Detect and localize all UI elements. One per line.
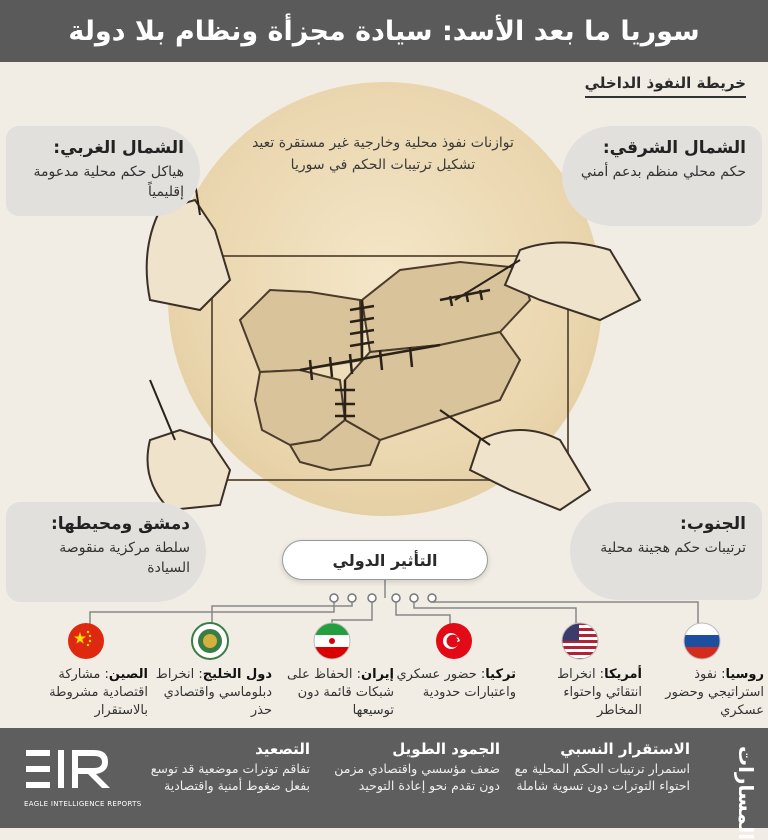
intro-text: توازنات نفوذ محلية وخارجية غير مستقرة تعيد تشكيل ترتيبات الحكم في سوريا: [252, 135, 514, 173]
hand-bottom-left: [148, 430, 231, 510]
panel-northeast-text: حكم محلي منظم بدعم أمني: [580, 164, 746, 180]
panel-damascus: [6, 502, 206, 602]
country-gulf: [148, 622, 272, 720]
panel-damascus-title: دمشق ومحيطها:: [50, 514, 190, 534]
usa-flag-icon: [561, 622, 599, 660]
country-name: إيران: [361, 667, 394, 682]
country-text: : نفوذ استراتيجي وحضور عسكري: [665, 667, 764, 718]
scenarios-footer: [0, 728, 768, 840]
iran-flag-icon: [313, 622, 351, 660]
country-name: الصين: [108, 667, 148, 682]
scenario-title: الجمود الطويل: [392, 740, 500, 758]
panel-northwest: [6, 126, 200, 216]
country-name: تركيا: [485, 667, 516, 682]
country-text: : الحفاظ على شبكات قائمة دون توسيعها: [286, 667, 394, 718]
panel-northeast-title: الشمال الشرقي:: [602, 138, 746, 158]
eir-logo-icon: [24, 746, 114, 792]
panel-south: [570, 502, 762, 600]
scenario-title: التصعيد: [255, 740, 310, 758]
scenario-text: ضعف مؤسسي واقتصادي مزمن دون تقدم نحو إعادة التوحيد: [334, 761, 500, 793]
hand-bottom-right: [470, 430, 590, 510]
needle-bottom-right: [440, 410, 490, 445]
scenario-escalation: [130, 740, 310, 794]
country-text: : مشاركة اقتصادية مشروطة بالاستقرار: [49, 667, 148, 718]
china-flag-icon: [67, 622, 105, 660]
country-iran: [270, 622, 394, 720]
turkey-flag-icon: [435, 622, 473, 660]
scenario-relative-stability: [510, 740, 690, 794]
page-title: سوريا ما بعد الأسد: سيادة مجزأة ونظام بلا دولة: [68, 15, 700, 47]
scenario-prolonged-stagnation: [320, 740, 500, 794]
panel-northwest-title: الشمال الغربي:: [53, 138, 184, 158]
needle-bottom-left: [150, 380, 175, 440]
country-name: أمريكا: [604, 667, 642, 682]
country-text: : حضور عسكري واعتبارات حدودية: [396, 667, 516, 700]
panel-northeast: [562, 126, 762, 226]
international-influence-label: التأثير الدولي: [282, 540, 488, 580]
panel-northwest-text: هياكل حكم محلية مدعومة إقليمياً: [33, 164, 184, 200]
country-name: روسيا: [725, 667, 764, 682]
hand-top-left: [147, 200, 230, 310]
panel-south-title: الجنوب:: [680, 514, 746, 534]
section-label: خريطة النفوذ الداخلي: [585, 74, 746, 98]
scenario-text: استمرار ترتيبات الحكم المحلية مع احتواء التوترات دون تسوية شاملة: [514, 761, 690, 793]
country-china: [24, 622, 148, 720]
country-name: دول الخليج: [202, 667, 272, 682]
map-fragment-northwest: [240, 290, 362, 372]
country-turkey: [392, 622, 516, 702]
scenarios-title: المسارات: [734, 746, 758, 840]
eagle-intelligence-logo: [24, 746, 142, 808]
country-russia: [640, 622, 764, 720]
scenario-text: تفاقم توترات موضعية قد توسع بفعل ضغوط أمنية واقتصادية: [150, 761, 310, 793]
hand-top-right: [505, 243, 640, 321]
country-text: : انخراط دبلوماسي واقتصادي حذر: [155, 667, 272, 718]
country-text: : انخراط انتقائي واحتواء المخاطر: [557, 667, 642, 718]
russia-flag-icon: [683, 622, 721, 660]
panel-south-text: ترتيبات حكم هجينة محلية: [600, 540, 746, 556]
gcc-emblem-icon: [191, 622, 229, 660]
logo-caption: EAGLE INTELLIGENCE REPORTS: [24, 800, 142, 808]
panel-damascus-text: سلطة مركزية منقوصة السيادة: [59, 540, 190, 576]
scenario-title: الاستقرار النسبي: [560, 740, 690, 758]
country-usa: [518, 622, 642, 720]
